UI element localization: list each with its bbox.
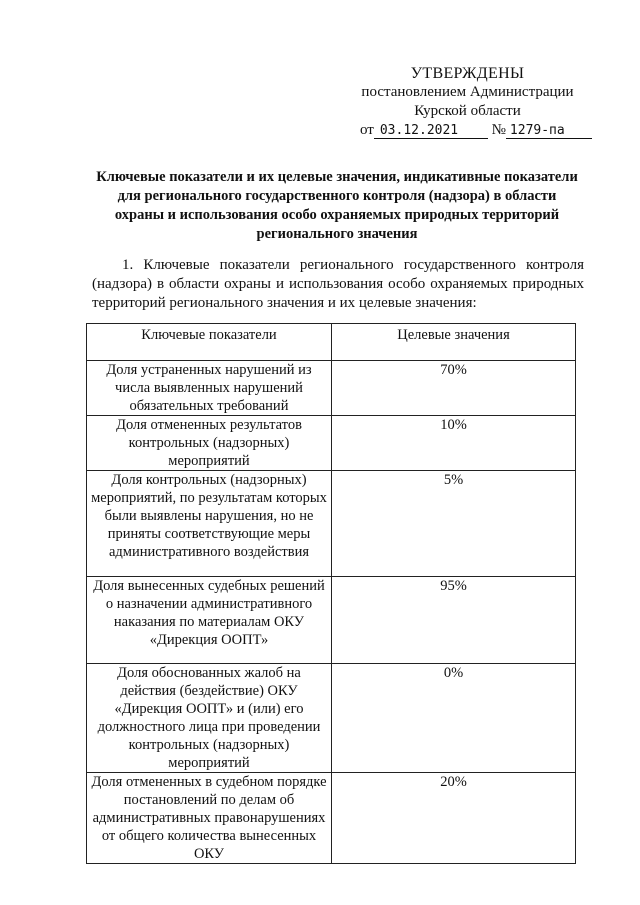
key-indicators-table bbox=[86, 323, 576, 864]
indicator-cell: Доля обоснованных жалоб на действия (бездействие) ОКУ «Дирекция ООПТ» и (или) его должностного лица при проведении контрольных (надзорных) мероприятий bbox=[87, 664, 332, 773]
table-row bbox=[87, 471, 576, 577]
table-row bbox=[87, 416, 576, 471]
value-cell: 5% bbox=[332, 471, 576, 577]
header-target-values: Целевые значения bbox=[332, 324, 576, 361]
indicator-cell: Доля контрольных (надзорных) мероприятий, по результатам которых были выявлены нарушения, но не приняты соответствующие меры административного воздействия bbox=[87, 471, 332, 577]
value-cell: 0% bbox=[332, 664, 576, 773]
approval-date: 03.12.2021 bbox=[374, 123, 488, 139]
approval-title: УТВЕРЖДЕНЫ bbox=[410, 65, 525, 82]
table-header-row bbox=[87, 324, 576, 361]
approval-date-line bbox=[360, 121, 575, 140]
indicator-cell: Доля вынесенных судебных решений о назначении административного наказания по материалам ОКУ «Дирекция ООПТ» bbox=[87, 577, 332, 664]
table-row bbox=[87, 664, 576, 773]
table-row bbox=[87, 361, 576, 416]
number-prefix: № bbox=[491, 122, 506, 138]
intro-text: 1. Ключевые показатели регионального государственного контроля (надзора) в области охраны и использования особо охраняемых природных территорий регионального значения и их целевые значения: bbox=[92, 257, 584, 311]
intro-paragraph bbox=[92, 256, 584, 313]
indicator-cell: Доля отмененных в судебном порядке постановлений по делам об административных правонарушениях от общего количества вынесенных ОКУ bbox=[87, 773, 332, 864]
value-cell: 95% bbox=[332, 577, 576, 664]
approval-stamp bbox=[360, 64, 575, 140]
value-cell: 70% bbox=[332, 361, 576, 416]
header-indicators: Ключевые показатели bbox=[87, 324, 332, 361]
date-prefix: от bbox=[360, 122, 374, 138]
document-heading: Ключевые показатели и их целевые значения, индикативные показатели для регионального государственного контроля (надзора) в области охраны и использования особо охраняемых природных территорий регионального значения bbox=[96, 169, 578, 242]
value-cell: 20% bbox=[332, 773, 576, 864]
approval-line-1: постановлением Администрации bbox=[361, 84, 574, 100]
table-row bbox=[87, 577, 576, 664]
table-row bbox=[87, 773, 576, 864]
approval-line-2: Курской области bbox=[414, 103, 521, 119]
indicator-cell: Доля отмененных результатов контрольных (надзорных) мероприятий bbox=[87, 416, 332, 471]
value-cell: 10% bbox=[332, 416, 576, 471]
approval-number: 1279-па bbox=[506, 123, 592, 139]
indicator-cell: Доля устраненных нарушений из числа выявленных нарушений обязательных требований bbox=[87, 361, 332, 416]
